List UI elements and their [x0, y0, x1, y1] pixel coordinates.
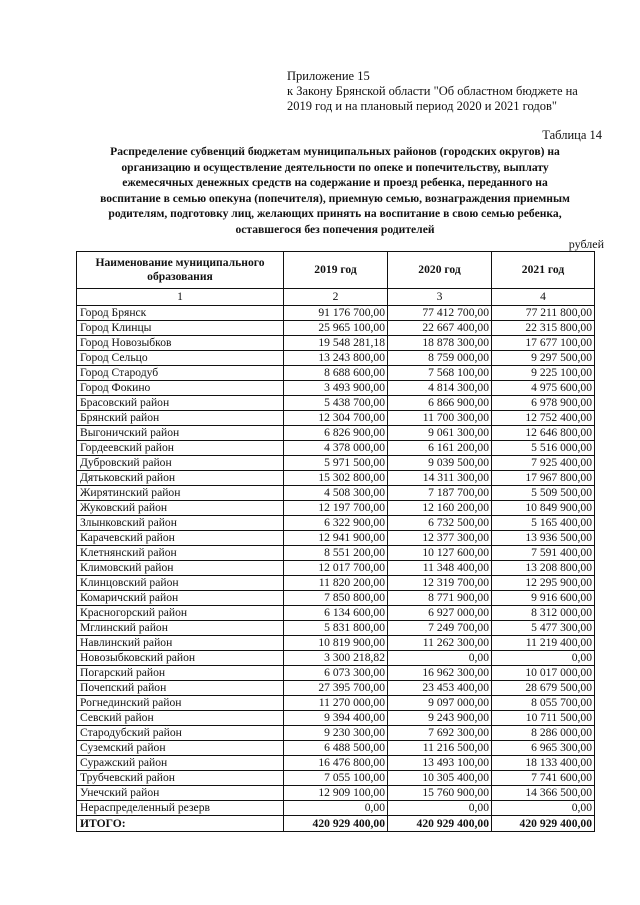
value-2020-cell: 16 962 300,00 — [388, 666, 492, 681]
title-line: Распределение субвенций бюджетам муниципальных районов (городских округов) на — [110, 145, 560, 158]
value-2021-cell: 5 509 500,00 — [492, 486, 595, 501]
municipality-cell: Навлинский район — [77, 636, 284, 651]
value-2021-cell: 12 295 900,00 — [492, 576, 595, 591]
table-number: Таблица 14 — [542, 128, 602, 142]
table-row — [77, 471, 595, 486]
table-row — [77, 546, 595, 561]
value-2020-cell: 7 187 700,00 — [388, 486, 492, 501]
value-2019-cell: 16 476 800,00 — [284, 756, 388, 771]
table-row — [77, 741, 595, 756]
value-2019-cell: 25 965 100,00 — [284, 321, 388, 336]
column-header-municipality: Наименование муниципального образования — [77, 252, 284, 289]
value-2021-cell: 10 017 000,00 — [492, 666, 595, 681]
table-row — [77, 621, 595, 636]
value-2019-cell: 5 971 500,00 — [284, 456, 388, 471]
municipality-cell: Новозыбковский район — [77, 651, 284, 666]
value-2019-cell: 6 073 300,00 — [284, 666, 388, 681]
value-2020-cell: 9 097 000,00 — [388, 696, 492, 711]
municipality-cell: Жуковский район — [77, 501, 284, 516]
value-2020-cell: 15 760 900,00 — [388, 786, 492, 801]
value-2020-cell: 8 771 900,00 — [388, 591, 492, 606]
column-number: 3 — [388, 289, 492, 306]
value-2019-cell: 13 243 800,00 — [284, 351, 388, 366]
table-row — [77, 651, 595, 666]
value-2019-cell: 11 270 000,00 — [284, 696, 388, 711]
value-2020-cell: 77 412 700,00 — [388, 306, 492, 321]
municipality-cell: Клетнянский район — [77, 546, 284, 561]
value-2021-cell: 8 312 000,00 — [492, 606, 595, 621]
value-2019-cell: 6 488 500,00 — [284, 741, 388, 756]
value-2021-cell: 13 936 500,00 — [492, 531, 595, 546]
table-row — [77, 366, 595, 381]
document-title — [70, 144, 600, 238]
table-row — [77, 396, 595, 411]
table-row — [77, 756, 595, 771]
value-2021-cell: 17 967 800,00 — [492, 471, 595, 486]
municipality-cell: Почепский район — [77, 681, 284, 696]
value-2019-cell: 12 197 700,00 — [284, 501, 388, 516]
value-2020-cell: 7 568 100,00 — [388, 366, 492, 381]
table-row — [77, 351, 595, 366]
appendix-line-2: к Закону Брянской области "Об областном бюджете на — [287, 84, 578, 98]
value-2020-cell: 6 732 500,00 — [388, 516, 492, 531]
municipality-cell: Унечский район — [77, 786, 284, 801]
municipality-cell: Клинцовский район — [77, 576, 284, 591]
value-2019-cell: 12 909 100,00 — [284, 786, 388, 801]
subsidy-table — [76, 251, 595, 832]
column-number: 1 — [77, 289, 284, 306]
title-line: ежемесячных денежных средств на содержание и проезд ребенка, переданного на — [122, 176, 548, 190]
value-2020-cell: 8 759 000,00 — [388, 351, 492, 366]
value-2020-cell: 18 878 300,00 — [388, 336, 492, 351]
table-row — [77, 666, 595, 681]
value-2020-cell: 11 262 300,00 — [388, 636, 492, 651]
table-row — [77, 561, 595, 576]
value-2021-cell: 28 679 500,00 — [492, 681, 595, 696]
table-row — [77, 336, 595, 351]
table-row — [77, 786, 595, 801]
value-2021-cell: 10 711 500,00 — [492, 711, 595, 726]
value-2019-cell: 12 941 900,00 — [284, 531, 388, 546]
value-2019-cell: 3 300 218,82 — [284, 651, 388, 666]
municipality-cell: Брянский район — [77, 411, 284, 426]
title-line: организацию и осуществление деятельности по опеке и попечительству, выплату — [121, 160, 549, 174]
table-row — [77, 576, 595, 591]
value-2020-cell: 0,00 — [388, 651, 492, 666]
value-2020-cell: 6 866 900,00 — [388, 396, 492, 411]
value-2019-cell: 12 304 700,00 — [284, 411, 388, 426]
value-2019-cell: 3 493 900,00 — [284, 381, 388, 396]
value-2020-cell: 4 814 300,00 — [388, 381, 492, 396]
value-2019-cell: 15 302 800,00 — [284, 471, 388, 486]
municipality-cell: Стародубский район — [77, 726, 284, 741]
municipality-cell: Город Сельцо — [77, 351, 284, 366]
column-header-2019: 2019 год — [284, 252, 388, 289]
value-2021-cell: 6 978 900,00 — [492, 396, 595, 411]
value-2020-cell: 11 216 500,00 — [388, 741, 492, 756]
municipality-cell: Брасовский район — [77, 396, 284, 411]
table-row — [77, 726, 595, 741]
value-2019-cell: 8 551 200,00 — [284, 546, 388, 561]
municipality-cell: Дубровский район — [77, 456, 284, 471]
value-2019-cell: 6 322 900,00 — [284, 516, 388, 531]
value-2019-cell: 9 230 300,00 — [284, 726, 388, 741]
value-2019-cell: 19 548 281,18 — [284, 336, 388, 351]
municipality-cell: Гордеевский район — [77, 441, 284, 456]
municipality-cell: Комаричский район — [77, 591, 284, 606]
municipality-cell: Выгоничский район — [77, 426, 284, 441]
municipality-cell: Злынковский район — [77, 516, 284, 531]
value-2021-cell: 11 219 400,00 — [492, 636, 595, 651]
table-row — [77, 456, 595, 471]
value-2020-cell: 6 927 000,00 — [388, 606, 492, 621]
table-row — [77, 426, 595, 441]
table-row — [77, 591, 595, 606]
value-2021-cell: 18 133 400,00 — [492, 756, 595, 771]
value-2021-cell: 5 165 400,00 — [492, 516, 595, 531]
value-2021-cell: 9 297 500,00 — [492, 351, 595, 366]
municipality-cell: Карачевский район — [77, 531, 284, 546]
municipality-cell: Город Клинцы — [77, 321, 284, 336]
total-label: ИТОГО: — [77, 816, 284, 832]
value-2020-cell: 14 311 300,00 — [388, 471, 492, 486]
value-2020-cell: 23 453 400,00 — [388, 681, 492, 696]
value-2020-cell: 10 305 400,00 — [388, 771, 492, 786]
value-2021-cell: 12 752 400,00 — [492, 411, 595, 426]
value-2019-cell: 8 688 600,00 — [284, 366, 388, 381]
title-line: родителям, подготовку лиц, желающих принять на воспитание в свою семью ребенка, — [108, 207, 562, 221]
value-2021-cell: 4 975 600,00 — [492, 381, 595, 396]
value-2021-cell: 5 477 300,00 — [492, 621, 595, 636]
value-2020-cell: 11 700 300,00 — [388, 411, 492, 426]
value-2020-cell: 9 061 300,00 — [388, 426, 492, 441]
municipality-cell: Суземский район — [77, 741, 284, 756]
value-2020-cell: 22 667 400,00 — [388, 321, 492, 336]
value-2019-cell: 5 831 800,00 — [284, 621, 388, 636]
value-2021-cell: 9 225 100,00 — [492, 366, 595, 381]
appendix-line-3: 2019 год и на плановый период 2020 и 2021 годов" — [287, 99, 557, 113]
value-2021-cell: 7 591 400,00 — [492, 546, 595, 561]
column-number-row — [77, 289, 595, 306]
title-line: оставшегося без попечения родителей — [235, 222, 435, 236]
value-2019-cell: 7 850 800,00 — [284, 591, 388, 606]
table-row — [77, 801, 595, 816]
value-2021-cell: 7 741 600,00 — [492, 771, 595, 786]
value-2021-cell: 77 211 800,00 — [492, 306, 595, 321]
value-2021-cell: 14 366 500,00 — [492, 786, 595, 801]
column-number: 2 — [284, 289, 388, 306]
title-line: воспитание в семью опекуна (попечителя), приемную семью, вознаграждения приемным — [100, 191, 570, 205]
value-2020-cell: 12 160 200,00 — [388, 501, 492, 516]
value-2019-cell: 7 055 100,00 — [284, 771, 388, 786]
municipality-cell: Суражский район — [77, 756, 284, 771]
appendix-line-1: Приложение 15 — [287, 69, 370, 83]
municipality-cell: Жирятинский район — [77, 486, 284, 501]
value-2019-cell: 12 017 700,00 — [284, 561, 388, 576]
value-2019-cell: 9 394 400,00 — [284, 711, 388, 726]
municipality-cell: Нераспределенный резерв — [77, 801, 284, 816]
value-2021-cell: 17 677 100,00 — [492, 336, 595, 351]
currency-unit: рублей — [568, 237, 604, 251]
value-2021-cell: 6 965 300,00 — [492, 741, 595, 756]
value-2021-cell: 5 516 000,00 — [492, 441, 595, 456]
table-row — [77, 531, 595, 546]
value-2019-cell: 5 438 700,00 — [284, 396, 388, 411]
value-2020-cell: 7 692 300,00 — [388, 726, 492, 741]
value-2019-cell: 6 134 600,00 — [284, 606, 388, 621]
table-row — [77, 711, 595, 726]
municipality-cell: Мглинский район — [77, 621, 284, 636]
table-row — [77, 606, 595, 621]
table-header-row — [77, 252, 595, 289]
municipality-cell: Климовский район — [77, 561, 284, 576]
value-2020-cell: 11 348 400,00 — [388, 561, 492, 576]
value-2020-cell: 12 319 700,00 — [388, 576, 492, 591]
table-row — [77, 681, 595, 696]
table-row — [77, 516, 595, 531]
value-2020-cell: 6 161 200,00 — [388, 441, 492, 456]
total-value: 420 929 400,00 — [492, 816, 595, 832]
total-value: 420 929 400,00 — [388, 816, 492, 832]
table-row — [77, 411, 595, 426]
municipality-cell: Город Новозыбков — [77, 336, 284, 351]
value-2019-cell: 91 176 700,00 — [284, 306, 388, 321]
value-2019-cell: 27 395 700,00 — [284, 681, 388, 696]
municipality-cell: Дятьковский район — [77, 471, 284, 486]
total-value: 420 929 400,00 — [284, 816, 388, 832]
column-header-2021: 2021 год — [492, 252, 595, 289]
municipality-cell: Трубчевский район — [77, 771, 284, 786]
value-2021-cell: 8 286 000,00 — [492, 726, 595, 741]
value-2021-cell: 7 925 400,00 — [492, 456, 595, 471]
appendix-reference — [287, 69, 578, 114]
value-2021-cell: 12 646 800,00 — [492, 426, 595, 441]
table-row — [77, 321, 595, 336]
table-row — [77, 501, 595, 516]
table-row — [77, 441, 595, 456]
value-2020-cell: 7 249 700,00 — [388, 621, 492, 636]
value-2020-cell: 13 493 100,00 — [388, 756, 492, 771]
municipality-cell: Погарский район — [77, 666, 284, 681]
column-header-2020: 2020 год — [388, 252, 492, 289]
total-row — [77, 816, 595, 832]
value-2021-cell: 0,00 — [492, 801, 595, 816]
value-2021-cell: 22 315 800,00 — [492, 321, 595, 336]
value-2021-cell: 9 916 600,00 — [492, 591, 595, 606]
value-2020-cell: 9 243 900,00 — [388, 711, 492, 726]
municipality-cell: Рогнединский район — [77, 696, 284, 711]
municipality-cell: Город Фокино — [77, 381, 284, 396]
value-2019-cell: 6 826 900,00 — [284, 426, 388, 441]
column-number: 4 — [492, 289, 595, 306]
table-row — [77, 381, 595, 396]
table-row — [77, 771, 595, 786]
value-2021-cell: 0,00 — [492, 651, 595, 666]
value-2021-cell: 8 055 700,00 — [492, 696, 595, 711]
value-2019-cell: 4 508 300,00 — [284, 486, 388, 501]
municipality-cell: Город Стародуб — [77, 366, 284, 381]
table-row — [77, 306, 595, 321]
value-2020-cell: 9 039 500,00 — [388, 456, 492, 471]
value-2019-cell: 0,00 — [284, 801, 388, 816]
value-2020-cell: 10 127 600,00 — [388, 546, 492, 561]
table-row — [77, 486, 595, 501]
value-2019-cell: 10 819 900,00 — [284, 636, 388, 651]
table-row — [77, 696, 595, 711]
value-2020-cell: 12 377 300,00 — [388, 531, 492, 546]
municipality-cell: Красногорский район — [77, 606, 284, 621]
value-2021-cell: 13 208 800,00 — [492, 561, 595, 576]
municipality-cell: Севский район — [77, 711, 284, 726]
value-2020-cell: 0,00 — [388, 801, 492, 816]
value-2019-cell: 4 378 000,00 — [284, 441, 388, 456]
table-row — [77, 636, 595, 651]
municipality-cell: Город Брянск — [77, 306, 284, 321]
value-2019-cell: 11 820 200,00 — [284, 576, 388, 591]
value-2021-cell: 10 849 900,00 — [492, 501, 595, 516]
